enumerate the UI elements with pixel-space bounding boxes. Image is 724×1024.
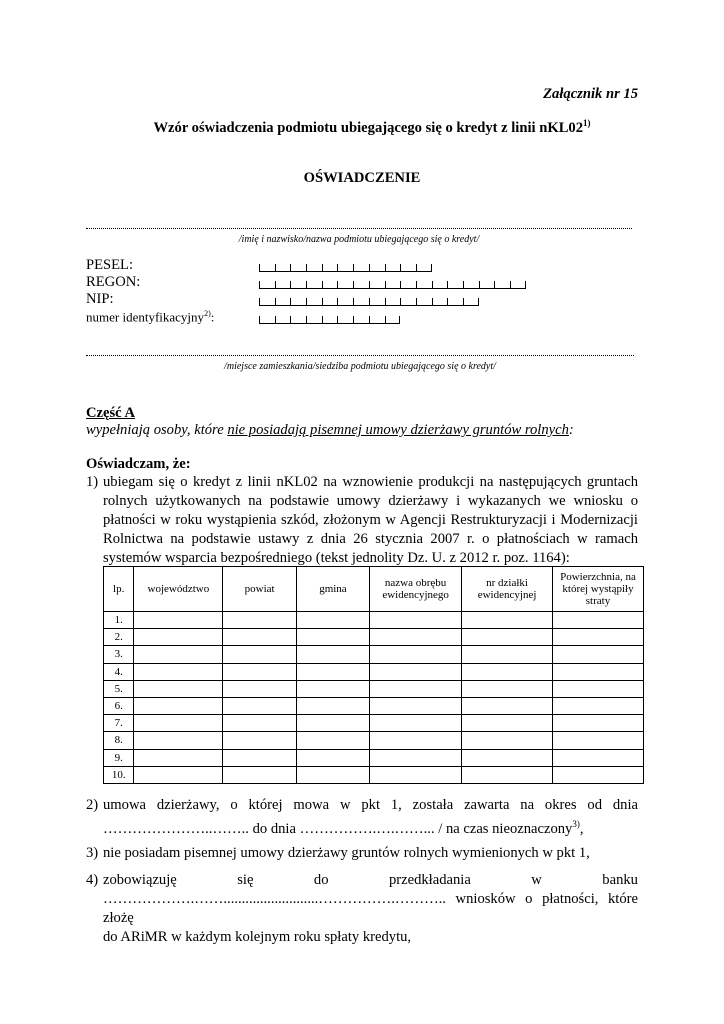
item-4-word: w	[531, 872, 542, 888]
cell[interactable]	[134, 663, 223, 680]
attachment-label: Załącznik nr 15	[543, 86, 638, 102]
subtitle-underlined: nie posiadają pisemnej umowy dzierżawy gruntów rolnych	[227, 422, 569, 438]
item-3	[86, 844, 638, 863]
cell[interactable]	[552, 629, 643, 646]
parcels-table	[103, 566, 644, 784]
item-4-word: zobowiązuję	[103, 872, 177, 888]
row-number: 9.	[104, 749, 134, 766]
cell[interactable]	[370, 680, 462, 697]
cell[interactable]	[552, 646, 643, 663]
cell[interactable]	[296, 749, 369, 766]
item-4-word: do	[313, 872, 329, 888]
cell[interactable]	[462, 680, 553, 697]
item-1-text: ubiegam się o kredyt z linii nKL02 na wznowienie produkcji na następujących gruntach rolnych użytkowanych na podstawie umowy dzierżawy i wykazanych we wniosku o płatności w roku wystąpienia szkód, złożonym w Agencji Restrukturyzacji i Modernizacji Rolnictwa na podstawie ustawy z dnia 26 stycznia 2007 r. o płatnościach w ramach systemów wsparcia bezpośredniego (tekst jednolity Dz. U. z 2012 r. poz. 1164):	[103, 474, 638, 566]
cell[interactable]	[296, 612, 369, 629]
item-2-tail: ,	[579, 820, 584, 837]
cell[interactable]	[296, 680, 369, 697]
cell[interactable]	[462, 646, 553, 663]
cell[interactable]	[552, 715, 643, 732]
cell[interactable]	[296, 663, 369, 680]
idnum-field[interactable]	[259, 316, 400, 325]
cell[interactable]	[370, 715, 462, 732]
cell[interactable]	[462, 749, 553, 766]
name-caption: /imię i nazwisko/nazwa podmiotu ubiegającego się o kredyt/	[238, 234, 480, 245]
cell[interactable]	[223, 646, 296, 663]
item-4-word: przedkładania	[388, 872, 471, 888]
cell[interactable]	[370, 663, 462, 680]
form-title-text: Wzór oświadczenia podmiotu ubiegającego się o kredyt z linii nKL02	[153, 119, 584, 136]
form-title	[60, 118, 684, 137]
cell[interactable]	[296, 629, 369, 646]
cell[interactable]	[370, 612, 462, 629]
part-a-heading: Część A	[86, 405, 136, 421]
subtitle-pre: wypełniają osoby, które	[86, 422, 228, 438]
item-2-line-1: umowa dzierżawy, o której mowa w pkt 1, została zawarta na okres od dnia	[103, 797, 638, 813]
table-row	[104, 629, 644, 646]
row-number: 6.	[104, 697, 134, 714]
address-caption: /miejsce zamieszkania/siedziba podmiotu ubiegającego się o kredyt/	[224, 361, 496, 372]
cell[interactable]	[552, 680, 643, 697]
item-3-number: 3)	[86, 845, 99, 861]
cell[interactable]	[296, 646, 369, 663]
cell[interactable]	[462, 715, 553, 732]
table-row	[104, 612, 644, 629]
col-commune: gmina	[296, 567, 369, 612]
table-row	[104, 732, 644, 749]
cell[interactable]	[462, 663, 553, 680]
table-row	[104, 749, 644, 766]
row-number: 7.	[104, 715, 134, 732]
item-2	[86, 796, 638, 839]
table-header-row	[104, 567, 644, 612]
cell[interactable]	[462, 697, 553, 714]
item-1-number: 1)	[86, 474, 99, 490]
nip-field[interactable]	[259, 298, 479, 307]
subtitle-post: :	[568, 422, 574, 438]
cell[interactable]	[296, 732, 369, 749]
row-number: 5.	[104, 680, 134, 697]
cell[interactable]	[296, 697, 369, 714]
item-4-word: banku	[602, 872, 638, 888]
cell[interactable]	[134, 732, 223, 749]
col-county: powiat	[223, 567, 296, 612]
regon-field[interactable]	[259, 281, 526, 290]
cell[interactable]	[370, 646, 462, 663]
cell[interactable]	[134, 629, 223, 646]
table-row	[104, 680, 644, 697]
cell[interactable]	[296, 766, 369, 783]
row-number: 2.	[104, 629, 134, 646]
row-number: 1.	[104, 612, 134, 629]
row-number: 4.	[104, 663, 134, 680]
cell[interactable]	[462, 612, 553, 629]
item-2-line-2[interactable]	[103, 815, 638, 839]
row-number: 10.	[104, 766, 134, 783]
cell[interactable]	[223, 749, 296, 766]
cell[interactable]	[223, 732, 296, 749]
cell[interactable]	[370, 749, 462, 766]
cell[interactable]	[462, 629, 553, 646]
item-4-word: się	[237, 872, 254, 888]
address-dotted-line[interactable]	[86, 349, 634, 356]
table-row	[104, 646, 644, 663]
item-3-text: nie posiadam pisemnej umowy dzierżawy gruntów rolnych wymienionych w pkt 1,	[103, 845, 590, 861]
table-row	[104, 697, 644, 714]
cell[interactable]	[552, 749, 643, 766]
cell[interactable]	[223, 680, 296, 697]
cell[interactable]	[134, 646, 223, 663]
table-row	[104, 766, 644, 783]
footnote-2: 2)	[204, 309, 211, 318]
col-lp: lp.	[104, 567, 134, 612]
cell[interactable]	[552, 766, 643, 783]
cell[interactable]	[552, 697, 643, 714]
cell[interactable]	[134, 766, 223, 783]
item-2-dates: …………………..…….. do dnia …………….….……... / na czas nieoznaczony	[103, 820, 573, 837]
cell[interactable]	[552, 732, 643, 749]
cell[interactable]	[223, 766, 296, 783]
declaration-intro: Oświadczam, że:	[86, 456, 191, 472]
name-dotted-line[interactable]	[86, 222, 632, 229]
item-2-number: 2)	[86, 797, 99, 813]
item-1	[86, 473, 638, 568]
idnum-label	[86, 309, 214, 325]
cell[interactable]	[134, 680, 223, 697]
item-4-line-1	[103, 871, 638, 890]
col-parcel-no: nr działki ewidencyjnej	[462, 567, 553, 612]
cell[interactable]	[552, 612, 643, 629]
nip-label: NIP:	[86, 291, 114, 307]
table-row	[104, 715, 644, 732]
cell[interactable]	[223, 629, 296, 646]
cell[interactable]	[370, 629, 462, 646]
cell[interactable]	[223, 715, 296, 732]
col-voivodeship: województwo	[134, 567, 223, 612]
cell[interactable]	[552, 663, 643, 680]
item-4-line-2[interactable]: ……………….……..........................…………….……….. wniosków o płatności, które złożę	[103, 891, 638, 926]
item-4-number: 4)	[86, 872, 99, 888]
cell[interactable]	[223, 663, 296, 680]
document-title: OŚWIADCZENIE	[303, 170, 421, 186]
footnote-1: 1)	[583, 118, 591, 128]
part-a-subtitle	[86, 422, 574, 439]
row-number: 3.	[104, 646, 134, 663]
item-4-line-3: do ARiMR w każdym kolejnym roku spłaty kredytu,	[103, 929, 412, 945]
table-row	[104, 663, 644, 680]
col-area: Powierzchnia, na której wystąpiły straty	[552, 567, 643, 612]
footnote-3: 3)	[572, 819, 580, 829]
cell[interactable]	[134, 715, 223, 732]
idnum-label-text: numer identyfikacyjny	[86, 309, 205, 325]
row-number: 8.	[104, 732, 134, 749]
col-precinct: nazwa obrębu ewidencyjnego	[370, 567, 462, 612]
item-4	[86, 871, 638, 947]
regon-label: REGON:	[86, 274, 141, 290]
cell[interactable]	[223, 697, 296, 714]
cell[interactable]	[370, 766, 462, 783]
cell[interactable]	[134, 612, 223, 629]
pesel-field[interactable]	[259, 264, 432, 273]
idnum-colon: :	[210, 309, 215, 325]
cell[interactable]	[370, 732, 462, 749]
cell[interactable]	[462, 766, 553, 783]
cell[interactable]	[223, 612, 296, 629]
cell[interactable]	[296, 715, 369, 732]
pesel-label: PESEL:	[86, 257, 134, 273]
cell[interactable]	[134, 749, 223, 766]
cell[interactable]	[370, 697, 462, 714]
cell[interactable]	[462, 732, 553, 749]
cell[interactable]	[134, 697, 223, 714]
